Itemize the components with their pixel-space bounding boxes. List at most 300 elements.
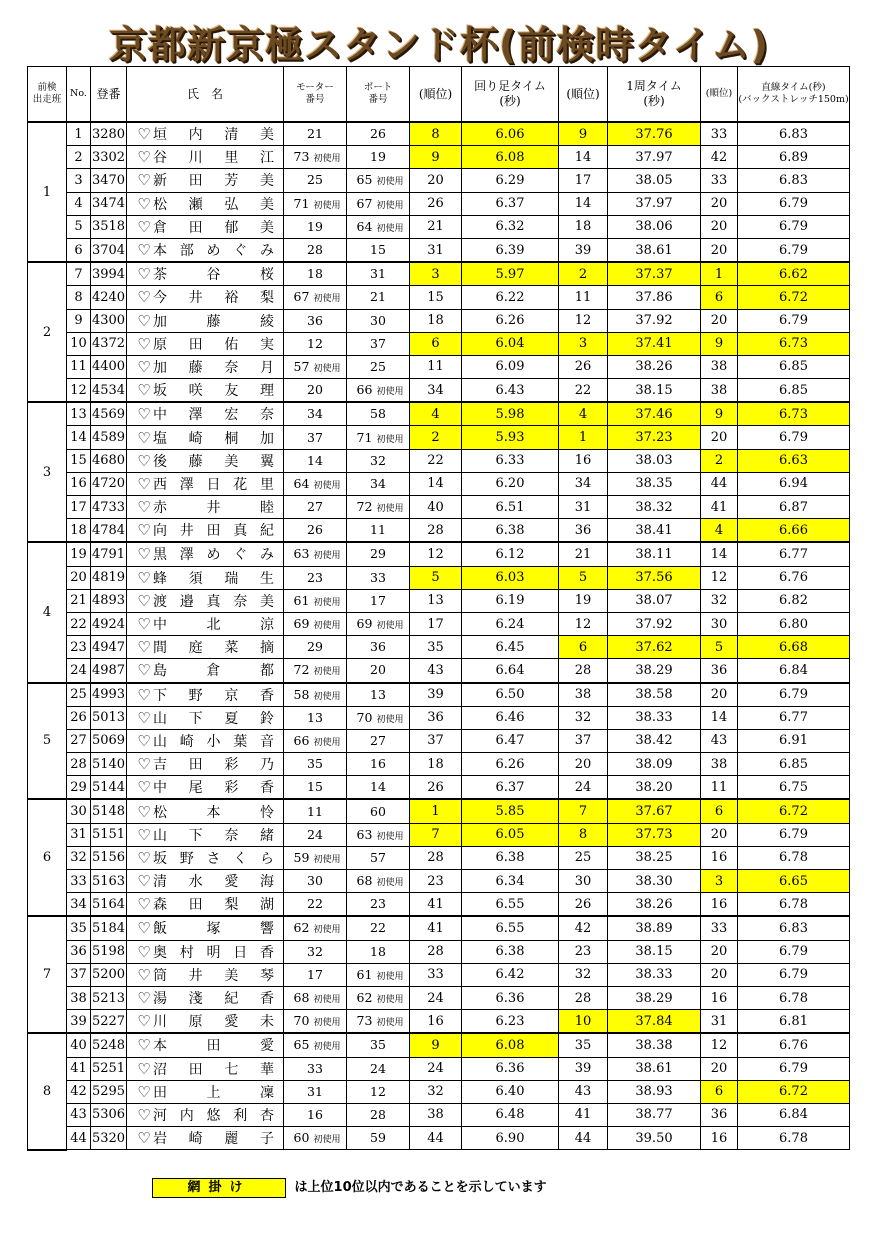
lap-time-cell: 6.51 bbox=[462, 496, 559, 519]
racer-name: 後藤美翼 bbox=[153, 453, 275, 470]
lap-time-cell: 6.23 bbox=[462, 1010, 559, 1034]
straight-rank-cell: 3 bbox=[701, 870, 738, 893]
racer-name: 中澤宏奈 bbox=[153, 407, 275, 424]
boat-cell bbox=[347, 1010, 410, 1034]
table-row bbox=[28, 1010, 850, 1034]
one-lap-rank-cell: 38 bbox=[559, 683, 608, 707]
straight-rank-cell: 33 bbox=[701, 122, 738, 146]
boat-number: 66 bbox=[356, 382, 373, 398]
table-row bbox=[28, 799, 850, 823]
no-cell: 2 bbox=[67, 146, 91, 169]
motor-cell bbox=[284, 309, 347, 332]
straight-time-cell: 6.85 bbox=[738, 355, 850, 378]
one-lap-time-cell: 37.76 bbox=[608, 122, 701, 146]
no-cell: 17 bbox=[67, 496, 91, 519]
legend bbox=[152, 1178, 547, 1198]
table-row bbox=[28, 355, 850, 378]
boat-number: 26 bbox=[370, 126, 386, 142]
first-use-label: 初使用 bbox=[376, 434, 404, 445]
table-row bbox=[28, 146, 850, 169]
straight-time-cell: 6.73 bbox=[738, 332, 850, 355]
lap-rank-cell: 6 bbox=[410, 332, 462, 355]
boat-cell bbox=[347, 122, 410, 146]
first-use-label: 初使用 bbox=[313, 1042, 341, 1053]
reg-cell: 4534 bbox=[91, 379, 127, 403]
motor-cell bbox=[284, 986, 347, 1009]
racer-name: 茶谷桜 bbox=[153, 267, 275, 284]
straight-time-cell: 6.83 bbox=[738, 169, 850, 192]
no-cell: 7 bbox=[67, 262, 91, 286]
one-lap-time-cell: 37.92 bbox=[608, 309, 701, 332]
motor-number: 62 bbox=[293, 920, 310, 936]
name-cell bbox=[127, 192, 284, 215]
name-cell bbox=[127, 238, 284, 262]
one-lap-rank-cell: 2 bbox=[559, 262, 608, 286]
name-cell bbox=[127, 612, 284, 635]
straight-time-cell: 6.83 bbox=[738, 122, 850, 146]
no-cell: 38 bbox=[67, 986, 91, 1009]
straight-time-cell: 6.77 bbox=[738, 706, 850, 729]
one-lap-time-cell: 38.61 bbox=[608, 1057, 701, 1080]
lap-rank-cell: 18 bbox=[410, 309, 462, 332]
table-row bbox=[28, 519, 850, 543]
name-cell bbox=[127, 542, 284, 566]
motor-cell bbox=[284, 566, 347, 589]
boat-number: 57 bbox=[370, 849, 386, 865]
one-lap-time-cell: 38.29 bbox=[608, 986, 701, 1009]
motor-cell bbox=[284, 589, 347, 612]
reg-cell: 4240 bbox=[91, 286, 127, 309]
one-lap-rank-cell: 44 bbox=[559, 1127, 608, 1150]
motor-cell bbox=[284, 169, 347, 192]
straight-rank-cell: 2 bbox=[701, 449, 738, 472]
straight-rank-cell: 20 bbox=[701, 426, 738, 449]
one-lap-time-cell: 38.25 bbox=[608, 846, 701, 869]
motor-cell bbox=[284, 379, 347, 403]
no-cell: 6 bbox=[67, 238, 91, 262]
one-lap-rank-cell: 7 bbox=[559, 799, 608, 823]
lap-time-cell: 6.29 bbox=[462, 169, 559, 192]
one-lap-time-cell: 38.77 bbox=[608, 1103, 701, 1126]
table-row bbox=[28, 1127, 850, 1150]
motor-cell bbox=[284, 426, 347, 449]
boat-number: 34 bbox=[370, 475, 386, 491]
motor-cell bbox=[284, 916, 347, 940]
group-cell: 6 bbox=[28, 799, 67, 916]
table-row bbox=[28, 986, 850, 1009]
heart-icon: ♡ bbox=[137, 545, 151, 564]
lap-time-cell: 6.36 bbox=[462, 986, 559, 1009]
motor-number: 37 bbox=[307, 429, 323, 445]
lap-rank-cell: 17 bbox=[410, 612, 462, 635]
racer-name: 河内悠利杏 bbox=[153, 1107, 275, 1124]
no-cell: 24 bbox=[67, 659, 91, 683]
reg-cell: 4924 bbox=[91, 612, 127, 635]
no-cell: 12 bbox=[67, 379, 91, 403]
boat-cell bbox=[347, 706, 410, 729]
one-lap-rank-cell: 25 bbox=[559, 846, 608, 869]
first-use-label: 初使用 bbox=[313, 551, 341, 562]
boat-number: 13 bbox=[370, 686, 386, 702]
straight-rank-cell: 6 bbox=[701, 1080, 738, 1103]
motor-cell bbox=[284, 286, 347, 309]
straight-rank-cell: 20 bbox=[701, 940, 738, 963]
racer-name: 垣内清美 bbox=[153, 127, 275, 144]
lap-time-cell: 6.64 bbox=[462, 659, 559, 683]
lap-rank-cell: 4 bbox=[410, 402, 462, 426]
one-lap-time-cell: 38.89 bbox=[608, 916, 701, 940]
name-cell bbox=[127, 262, 284, 286]
lap-rank-cell: 15 bbox=[410, 286, 462, 309]
table-row bbox=[28, 566, 850, 589]
motor-number: 12 bbox=[307, 335, 323, 351]
heart-icon: ♡ bbox=[137, 125, 151, 144]
motor-cell bbox=[284, 449, 347, 472]
no-cell: 39 bbox=[67, 1010, 91, 1034]
straight-time-cell: 6.79 bbox=[738, 683, 850, 707]
one-lap-time-cell: 38.41 bbox=[608, 519, 701, 543]
table-row bbox=[28, 472, 850, 495]
one-lap-rank-cell: 1 bbox=[559, 426, 608, 449]
no-cell: 25 bbox=[67, 683, 91, 707]
boat-cell bbox=[347, 963, 410, 986]
name-cell bbox=[127, 1033, 284, 1057]
lap-time-cell: 6.20 bbox=[462, 472, 559, 495]
lap-rank-cell: 9 bbox=[410, 1033, 462, 1057]
name-cell bbox=[127, 636, 284, 659]
reg-cell: 4569 bbox=[91, 402, 127, 426]
lap-rank-cell: 5 bbox=[410, 566, 462, 589]
straight-rank-cell: 41 bbox=[701, 496, 738, 519]
boat-number: 72 bbox=[356, 499, 373, 515]
racer-name: 岩崎麗子 bbox=[153, 1131, 275, 1148]
lap-time-cell: 6.38 bbox=[462, 846, 559, 869]
first-use-label: 初使用 bbox=[313, 1018, 341, 1029]
reg-cell: 4993 bbox=[91, 683, 127, 707]
table-row bbox=[28, 496, 850, 519]
motor-number: 15 bbox=[307, 779, 323, 795]
boat-number: 32 bbox=[370, 452, 386, 468]
group-cell: 5 bbox=[28, 683, 67, 800]
one-lap-time-cell: 38.30 bbox=[608, 870, 701, 893]
reg-cell: 5140 bbox=[91, 753, 127, 776]
table-row bbox=[28, 612, 850, 635]
reg-cell: 5148 bbox=[91, 799, 127, 823]
table-row bbox=[28, 963, 850, 986]
first-use-label: 初使用 bbox=[313, 667, 341, 678]
lap-rank-cell: 28 bbox=[410, 846, 462, 869]
name-cell bbox=[127, 496, 284, 519]
motor-cell bbox=[284, 1080, 347, 1103]
lap-time-cell: 6.38 bbox=[462, 519, 559, 543]
lap-rank-cell: 24 bbox=[410, 1057, 462, 1080]
racer-name: 渡邉真奈美 bbox=[153, 593, 275, 610]
straight-rank-cell: 5 bbox=[701, 636, 738, 659]
reg-cell: 5251 bbox=[91, 1057, 127, 1080]
heart-icon: ♡ bbox=[137, 638, 151, 657]
reg-cell: 3474 bbox=[91, 192, 127, 215]
one-lap-time-cell: 38.15 bbox=[608, 379, 701, 403]
lap-rank-cell: 32 bbox=[410, 1080, 462, 1103]
heart-icon: ♡ bbox=[137, 265, 151, 284]
motor-number: 69 bbox=[293, 616, 310, 632]
table-row bbox=[28, 893, 850, 917]
motor-number: 20 bbox=[307, 382, 323, 398]
lap-time-cell: 6.46 bbox=[462, 706, 559, 729]
first-use-label: 初使用 bbox=[376, 223, 404, 234]
boat-cell bbox=[347, 870, 410, 893]
one-lap-rank-cell: 34 bbox=[559, 472, 608, 495]
first-use-label: 初使用 bbox=[313, 621, 341, 632]
reg-cell: 4720 bbox=[91, 472, 127, 495]
table-row bbox=[28, 683, 850, 707]
first-use-label: 初使用 bbox=[376, 1018, 404, 1029]
one-lap-rank-cell: 6 bbox=[559, 636, 608, 659]
racer-name: 赤井睦 bbox=[153, 500, 275, 517]
lap-time-cell: 6.24 bbox=[462, 612, 559, 635]
one-lap-time-cell: 38.58 bbox=[608, 683, 701, 707]
reg-cell: 3470 bbox=[91, 169, 127, 192]
boat-number: 15 bbox=[370, 242, 386, 258]
reg-cell: 4733 bbox=[91, 496, 127, 519]
no-cell: 20 bbox=[67, 566, 91, 589]
reg-cell: 5227 bbox=[91, 1010, 127, 1034]
boat-number: 12 bbox=[370, 1083, 386, 1099]
boat-number: 68 bbox=[356, 873, 373, 889]
lap-rank-cell: 33 bbox=[410, 963, 462, 986]
lap-time-cell: 6.55 bbox=[462, 893, 559, 917]
table-row bbox=[28, 1057, 850, 1080]
racer-name: 間庭菜摘 bbox=[153, 640, 275, 657]
straight-rank-cell: 12 bbox=[701, 1033, 738, 1057]
name-cell bbox=[127, 355, 284, 378]
lap-rank-cell: 41 bbox=[410, 893, 462, 917]
lap-time-cell: 6.43 bbox=[462, 379, 559, 403]
name-cell bbox=[127, 402, 284, 426]
one-lap-time-cell: 37.46 bbox=[608, 402, 701, 426]
boat-number: 21 bbox=[370, 289, 386, 305]
header-rank1: (順位) bbox=[410, 67, 462, 123]
motor-number: 35 bbox=[307, 756, 323, 772]
straight-time-cell: 6.84 bbox=[738, 1103, 850, 1126]
one-lap-rank-cell: 11 bbox=[559, 286, 608, 309]
straight-time-cell: 6.79 bbox=[738, 1057, 850, 1080]
boat-cell bbox=[347, 262, 410, 286]
racer-name: 下野京香 bbox=[153, 687, 275, 704]
reg-cell: 5295 bbox=[91, 1080, 127, 1103]
name-cell bbox=[127, 916, 284, 940]
boat-cell bbox=[347, 449, 410, 472]
table-row bbox=[28, 636, 850, 659]
heart-icon: ♡ bbox=[137, 778, 151, 797]
boat-cell bbox=[347, 612, 410, 635]
straight-time-cell: 6.78 bbox=[738, 846, 850, 869]
no-cell: 36 bbox=[67, 940, 91, 963]
one-lap-rank-cell: 10 bbox=[559, 1010, 608, 1034]
reg-cell: 5213 bbox=[91, 986, 127, 1009]
straight-rank-cell: 33 bbox=[701, 169, 738, 192]
motor-number: 13 bbox=[307, 709, 323, 725]
racer-name: 坂咲友理 bbox=[153, 383, 275, 400]
no-cell: 9 bbox=[67, 309, 91, 332]
table-body bbox=[28, 122, 850, 1150]
straight-rank-cell: 20 bbox=[701, 309, 738, 332]
heart-icon: ♡ bbox=[137, 148, 151, 167]
racer-name: 奥村明日香 bbox=[153, 944, 275, 961]
lap-rank-cell: 11 bbox=[410, 355, 462, 378]
name-cell bbox=[127, 799, 284, 823]
reg-cell: 5306 bbox=[91, 1103, 127, 1126]
one-lap-rank-cell: 28 bbox=[559, 986, 608, 1009]
table-row bbox=[28, 776, 850, 800]
one-lap-time-cell: 37.37 bbox=[608, 262, 701, 286]
one-lap-time-cell: 38.33 bbox=[608, 706, 701, 729]
boat-number: 59 bbox=[370, 1130, 386, 1146]
boat-cell bbox=[347, 472, 410, 495]
boat-number: 60 bbox=[370, 803, 386, 819]
lap-rank-cell: 34 bbox=[410, 379, 462, 403]
boat-cell bbox=[347, 1103, 410, 1126]
heart-icon: ♡ bbox=[137, 171, 151, 190]
table-row bbox=[28, 753, 850, 776]
one-lap-rank-cell: 39 bbox=[559, 1057, 608, 1080]
no-cell: 28 bbox=[67, 753, 91, 776]
motor-number: 30 bbox=[307, 873, 323, 889]
boat-cell bbox=[347, 753, 410, 776]
motor-number: 60 bbox=[293, 1130, 310, 1146]
one-lap-rank-cell: 32 bbox=[559, 963, 608, 986]
one-lap-rank-cell: 12 bbox=[559, 309, 608, 332]
group-cell: 8 bbox=[28, 1033, 67, 1149]
heart-icon: ♡ bbox=[137, 241, 151, 260]
group-cell: 4 bbox=[28, 542, 67, 682]
group-cell: 2 bbox=[28, 262, 67, 402]
boat-number: 71 bbox=[356, 429, 373, 445]
lap-time-cell: 6.40 bbox=[462, 1080, 559, 1103]
one-lap-time-cell: 37.97 bbox=[608, 192, 701, 215]
no-cell: 3 bbox=[67, 169, 91, 192]
name-cell bbox=[127, 776, 284, 800]
straight-time-cell: 6.79 bbox=[738, 238, 850, 262]
motor-number: 61 bbox=[293, 592, 310, 608]
header-one-lap: 1周タイム (秒) bbox=[608, 67, 701, 123]
page-title: 京都新京極スタンド杯(前検時タイム) bbox=[109, 23, 769, 67]
racer-name: 新田芳美 bbox=[153, 173, 275, 190]
one-lap-time-cell: 38.15 bbox=[608, 940, 701, 963]
heart-icon: ♡ bbox=[137, 1059, 151, 1078]
one-lap-time-cell: 37.23 bbox=[608, 426, 701, 449]
one-lap-rank-cell: 30 bbox=[559, 870, 608, 893]
reg-cell: 5248 bbox=[91, 1033, 127, 1057]
heart-icon: ♡ bbox=[137, 965, 151, 984]
boat-cell bbox=[347, 215, 410, 238]
name-cell bbox=[127, 379, 284, 403]
reg-cell: 4987 bbox=[91, 659, 127, 683]
heart-icon: ♡ bbox=[137, 311, 151, 330]
straight-rank-cell: 16 bbox=[701, 846, 738, 869]
motor-number: 18 bbox=[307, 266, 323, 282]
one-lap-rank-cell: 22 bbox=[559, 379, 608, 403]
table-row bbox=[28, 846, 850, 869]
boat-cell bbox=[347, 1080, 410, 1103]
table-row bbox=[28, 238, 850, 262]
straight-rank-cell: 32 bbox=[701, 589, 738, 612]
reg-cell: 3518 bbox=[91, 215, 127, 238]
first-use-label: 初使用 bbox=[376, 177, 404, 188]
boat-cell bbox=[347, 893, 410, 917]
motor-cell bbox=[284, 355, 347, 378]
reg-cell: 4893 bbox=[91, 589, 127, 612]
boat-number: 22 bbox=[370, 920, 386, 936]
name-cell bbox=[127, 1127, 284, 1150]
motor-number: 65 bbox=[293, 1037, 310, 1053]
table-row bbox=[28, 729, 850, 752]
heart-icon: ♡ bbox=[137, 802, 151, 821]
name-cell bbox=[127, 729, 284, 752]
motor-number: 29 bbox=[307, 639, 323, 655]
one-lap-time-cell: 37.86 bbox=[608, 286, 701, 309]
motor-cell bbox=[284, 846, 347, 869]
boat-cell bbox=[347, 238, 410, 262]
table-row bbox=[28, 940, 850, 963]
no-cell: 14 bbox=[67, 426, 91, 449]
racer-name: 島倉都 bbox=[153, 663, 275, 680]
straight-time-cell: 6.89 bbox=[738, 146, 850, 169]
one-lap-time-cell: 38.61 bbox=[608, 238, 701, 262]
first-use-label: 初使用 bbox=[313, 1135, 341, 1146]
one-lap-time-cell: 38.06 bbox=[608, 215, 701, 238]
boat-number: 17 bbox=[370, 592, 386, 608]
reg-cell: 3704 bbox=[91, 238, 127, 262]
boat-cell bbox=[347, 496, 410, 519]
straight-rank-cell: 16 bbox=[701, 893, 738, 917]
one-lap-rank-cell: 4 bbox=[559, 402, 608, 426]
straight-rank-cell: 20 bbox=[701, 238, 738, 262]
lap-time-cell: 6.08 bbox=[462, 146, 559, 169]
lap-time-cell: 6.39 bbox=[462, 238, 559, 262]
lap-time-cell: 6.37 bbox=[462, 192, 559, 215]
reg-cell: 4819 bbox=[91, 566, 127, 589]
lap-time-cell: 6.26 bbox=[462, 309, 559, 332]
first-use-label: 初使用 bbox=[313, 294, 341, 305]
no-cell: 11 bbox=[67, 355, 91, 378]
first-use-label: 初使用 bbox=[313, 480, 341, 491]
lap-time-cell: 6.42 bbox=[462, 963, 559, 986]
header-rank2: (順位) bbox=[559, 67, 608, 123]
boat-cell bbox=[347, 636, 410, 659]
straight-rank-cell: 38 bbox=[701, 379, 738, 403]
straight-rank-cell: 31 bbox=[701, 1010, 738, 1034]
legend-highlight-box: 網掛け bbox=[152, 1178, 286, 1198]
heart-icon: ♡ bbox=[137, 1129, 151, 1148]
one-lap-rank-cell: 18 bbox=[559, 215, 608, 238]
name-cell bbox=[127, 753, 284, 776]
boat-cell bbox=[347, 542, 410, 566]
motor-number: 21 bbox=[307, 126, 323, 142]
one-lap-rank-cell: 31 bbox=[559, 496, 608, 519]
straight-time-cell: 6.91 bbox=[738, 729, 850, 752]
motor-cell bbox=[284, 940, 347, 963]
straight-time-cell: 6.78 bbox=[738, 893, 850, 917]
straight-time-cell: 6.63 bbox=[738, 449, 850, 472]
header-name: 氏 名 bbox=[127, 67, 284, 123]
name-cell bbox=[127, 286, 284, 309]
one-lap-rank-cell: 3 bbox=[559, 332, 608, 355]
racer-name: 今井裕梨 bbox=[153, 290, 275, 307]
one-lap-time-cell: 38.09 bbox=[608, 753, 701, 776]
motor-number: 34 bbox=[307, 406, 323, 422]
one-lap-time-cell: 38.05 bbox=[608, 169, 701, 192]
